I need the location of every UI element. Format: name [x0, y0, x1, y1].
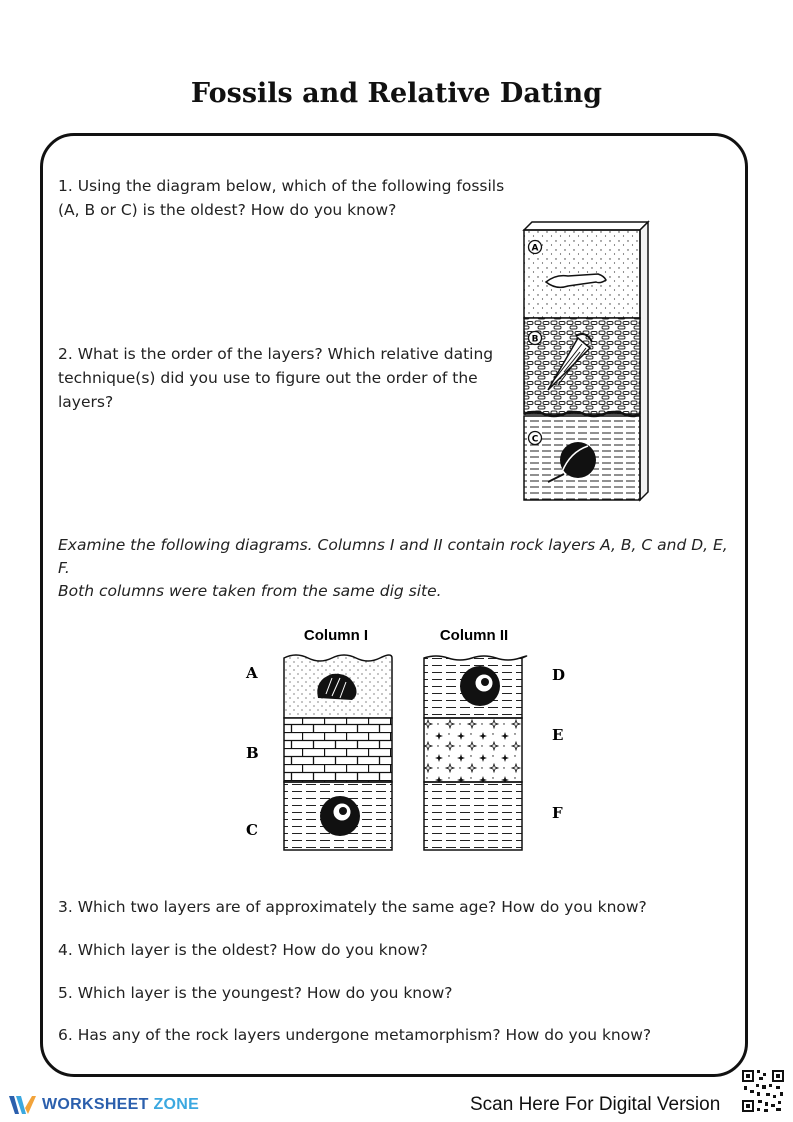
- column-label-b: B: [246, 744, 259, 762]
- logo-brand-part-2: ZONE: [153, 1096, 200, 1113]
- ammonite-fossil-d-icon: [460, 666, 500, 706]
- question-2-line-1: 2. What is the order of the layers? Which relative dating: [58, 345, 494, 363]
- layer-f-column: [424, 782, 522, 850]
- logo-w-icon: [8, 1094, 38, 1116]
- question-4: 4. Which layer is the oldest? How do you know?: [58, 941, 428, 959]
- ammonite-fossil-c-icon: [320, 796, 360, 836]
- column-1: [284, 655, 392, 850]
- column-1-title: Column I: [303, 627, 369, 644]
- instructions-line-1: Examine the following diagrams. Columns I and II contain rock layers A, B, C and D, E, F.: [58, 536, 728, 577]
- page-title: Fossils and Relative Dating: [190, 78, 603, 109]
- column-label-e: E: [552, 726, 564, 744]
- label-b-text: B: [531, 334, 539, 345]
- logo-brand-text: [42, 1096, 199, 1114]
- column-2: [424, 656, 527, 850]
- column-label-a: A: [246, 664, 258, 682]
- layer-e-column: [424, 718, 522, 782]
- column-2-title: Column II: [439, 627, 509, 644]
- question-1-line-2: (A, B or C) is the oldest? How do you know?: [58, 201, 397, 219]
- question-2-line-3: layers?: [58, 393, 114, 411]
- question-2: [58, 342, 493, 414]
- label-b-badge: [529, 332, 542, 345]
- logo-brand-part-1: WORKSHEET: [42, 1096, 149, 1113]
- column-label-d: D: [552, 666, 566, 684]
- layer-a: [524, 230, 640, 318]
- instructions-line-2: Both columns were taken from the same dig site.: [58, 582, 442, 600]
- worksheet-zone-logo[interactable]: [8, 1092, 199, 1118]
- question-1: [58, 174, 504, 222]
- instructions: [58, 534, 738, 603]
- layer-b-column: [284, 718, 392, 782]
- scan-digital-version-text[interactable]: Scan Here For Digital Version: [470, 1094, 721, 1115]
- label-a-text: A: [531, 243, 539, 254]
- rock-layers-block-diagram: [518, 220, 654, 504]
- column-label-f: F: [552, 804, 563, 822]
- question-1-line-1: 1. Using the diagram below, which of the following fossils: [58, 177, 505, 195]
- layer-b: [524, 318, 640, 414]
- question-3: 3. Which two layers are of approximately the same age? How do you know?: [58, 898, 647, 916]
- label-c-text: C: [531, 434, 539, 445]
- label-c-badge: [529, 432, 542, 445]
- question-6: 6. Has any of the rock layers undergone metamorphism? How do you know?: [58, 1026, 652, 1044]
- question-2-line-2: technique(s) did you use to figure out the order of the: [58, 369, 478, 387]
- column-label-c: C: [246, 821, 258, 839]
- qr-code-icon[interactable]: [740, 1068, 786, 1114]
- rock-columns-diagram: [236, 620, 576, 860]
- question-5: 5. Which layer is the youngest? How do you know?: [58, 984, 453, 1002]
- label-a-badge: [529, 241, 542, 254]
